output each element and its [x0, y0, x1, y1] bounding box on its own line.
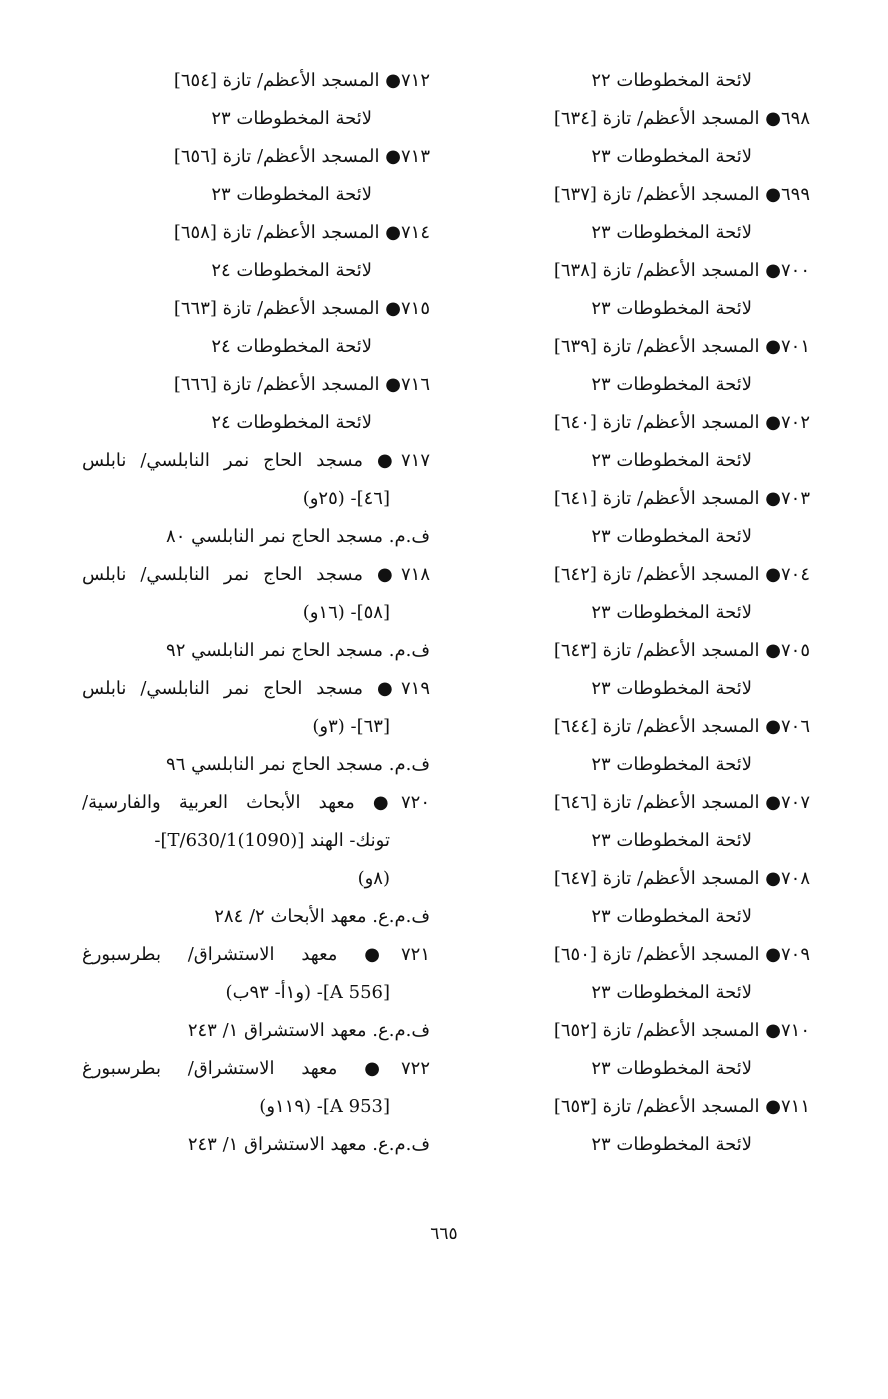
entry-line: لائحة المخطوطات ٢٣ — [211, 108, 372, 129]
entry-line: (٨و) — [357, 868, 390, 889]
entry-line: لائحة المخطوطات ٢٣ — [591, 754, 752, 775]
catalog-entry — [505, 1088, 810, 1164]
entry-heading: ٦٩٩● المسجد الأعظم/ تازة [٦٣٧] — [553, 184, 810, 205]
entry-heading: ٧٠٦● المسجد الأعظم/ تازة [٦٤٤] — [553, 716, 810, 737]
entry-heading: ٧١٢● المسجد الأعظم/ تازة [٦٥٤] — [173, 70, 430, 91]
entry-line: ف.م.ع. معهد الاستشراق ١/ ٢٤٣ — [187, 1134, 430, 1155]
catalog-entry — [82, 670, 430, 784]
entry-line: لائحة المخطوطات ٢٣ — [591, 678, 752, 699]
entry-heading: لائحة المخطوطات ٢٢ — [591, 70, 752, 91]
catalog-entry — [505, 632, 810, 708]
entry-line: ف.م. مسجد الحاج نمر النابلسي ٩٢ — [166, 640, 430, 661]
entry-heading: ٧١٧● مسجد الحاج نمر النابلسي/ نابلس — [82, 450, 430, 471]
entry-line: لائحة المخطوطات ٢٤ — [211, 336, 372, 357]
entry-heading: ٧٢٠● معهد الأبحاث العربية والفارسية/ — [82, 792, 430, 813]
catalog-entry — [505, 784, 810, 860]
catalog-entry — [505, 708, 810, 784]
entry-line: لائحة المخطوطات ٢٣ — [591, 146, 752, 167]
catalog-entry — [82, 62, 430, 138]
entry-line: [٥٨]- (١٦و) — [302, 602, 390, 623]
page-number: ٦٦٥ — [430, 1224, 458, 1244]
entry-heading: ٧٠١● المسجد الأعظم/ تازة [٦٣٩] — [553, 336, 810, 357]
catalog-entry — [82, 366, 430, 442]
entry-heading: ٧١٣● المسجد الأعظم/ تازة [٦٥٦] — [173, 146, 430, 167]
right-column — [505, 62, 810, 1164]
catalog-entry — [505, 556, 810, 632]
entry-line: [٤٦]- (٢٥و) — [302, 488, 390, 509]
entry-heading: ٧١٩● مسجد الحاج نمر النابلسي/ نابلس — [82, 678, 430, 699]
catalog-entry — [505, 252, 810, 328]
entry-line: لائحة المخطوطات ٢٣ — [591, 906, 752, 927]
entry-line: لائحة المخطوطات ٢٤ — [211, 412, 372, 433]
entry-heading: ٧١٦● المسجد الأعظم/ تازة [٦٦٦] — [173, 374, 430, 395]
entry-line: ف.م.ع. معهد الأبحاث ٢/ ٢٨٤ — [214, 906, 430, 927]
entry-line: لائحة المخطوطات ٢٣ — [591, 982, 752, 1003]
entry-heading: ٧٠٣● المسجد الأعظم/ تازة [٦٤١] — [553, 488, 810, 509]
entry-heading: ٧٠٠● المسجد الأعظم/ تازة [٦٣٨] — [553, 260, 810, 281]
catalog-entry — [505, 480, 810, 556]
entry-heading: ٧٠٧● المسجد الأعظم/ تازة [٦٤٦] — [553, 792, 810, 813]
entry-heading: ٧١٨● مسجد الحاج نمر النابلسي/ نابلس — [82, 564, 430, 585]
catalog-entry — [505, 1012, 810, 1088]
catalog-entry — [82, 556, 430, 670]
catalog-entry — [505, 404, 810, 480]
catalog-entry — [82, 138, 430, 214]
entry-heading: ٧٠٨● المسجد الأعظم/ تازة [٦٤٧] — [553, 868, 810, 889]
entry-line: لائحة المخطوطات ٢٣ — [591, 1058, 752, 1079]
entry-line: لائحة المخطوطات ٢٣ — [591, 450, 752, 471]
catalog-entry — [505, 328, 810, 404]
catalog-entry — [505, 176, 810, 252]
entry-heading: ٦٩٨● المسجد الأعظم/ تازة [٦٣٤] — [553, 108, 810, 129]
entry-heading: ٧٠٥● المسجد الأعظم/ تازة [٦٤٣] — [553, 640, 810, 661]
entry-line: لائحة المخطوطات ٢٣ — [591, 374, 752, 395]
entry-line: [A 556]- (و١أ- ٩٣ب) — [225, 982, 390, 1003]
entry-heading: ٧١٥● المسجد الأعظم/ تازة [٦٦٣] — [173, 298, 430, 319]
entry-line: لائحة المخطوطات ٢٣ — [591, 1134, 752, 1155]
entry-heading: ٧٠٩● المسجد الأعظم/ تازة [٦٥٠] — [553, 944, 810, 965]
catalog-entry — [505, 860, 810, 936]
entry-line: [٦٣]- (٣و) — [312, 716, 390, 737]
entry-line: لائحة المخطوطات ٢٤ — [211, 260, 372, 281]
catalog-entry — [82, 784, 430, 936]
catalog-entry — [82, 214, 430, 290]
catalog-entry — [82, 290, 430, 366]
entry-line: لائحة المخطوطات ٢٣ — [591, 602, 752, 623]
entry-line: لائحة المخطوطات ٢٣ — [591, 830, 752, 851]
entry-line: لائحة المخطوطات ٢٣ — [211, 184, 372, 205]
entry-line: لائحة المخطوطات ٢٣ — [591, 526, 752, 547]
entry-heading: ٧٠٢● المسجد الأعظم/ تازة [٦٤٠] — [553, 412, 810, 433]
catalog-entry — [82, 442, 430, 556]
entry-line: تونك- الهند [T/630/1(1090)]- — [154, 830, 390, 851]
entry-heading: ٧١٠● المسجد الأعظم/ تازة [٦٥٢] — [553, 1020, 810, 1041]
entry-line: لائحة المخطوطات ٢٣ — [591, 298, 752, 319]
catalog-entry — [82, 1050, 430, 1164]
entry-line: [A 953]- (١١٩و) — [259, 1096, 390, 1117]
catalog-entry — [505, 936, 810, 1012]
left-column — [82, 62, 430, 1164]
entry-heading: ٧٠٤● المسجد الأعظم/ تازة [٦٤٢] — [553, 564, 810, 585]
entry-line: ف.م. مسجد الحاج نمر النابلسي ٨٠ — [166, 526, 430, 547]
entry-heading: ٧٢٢● معهد الاستشراق/ بطرسبورغ — [82, 1058, 430, 1079]
entry-heading: ٧٢١● معهد الاستشراق/ بطرسبورغ — [82, 944, 430, 965]
entry-heading: ٧١٤● المسجد الأعظم/ تازة [٦٥٨] — [173, 222, 430, 243]
entry-line: ف.م. مسجد الحاج نمر النابلسي ٩٦ — [166, 754, 430, 775]
entry-heading: ٧١١● المسجد الأعظم/ تازة [٦٥٣] — [553, 1096, 810, 1117]
catalog-entry — [505, 62, 810, 100]
catalog-entry — [82, 936, 430, 1050]
entry-line: ف.م.ع. معهد الاستشراق ١/ ٢٤٣ — [187, 1020, 430, 1041]
entry-line: لائحة المخطوطات ٢٣ — [591, 222, 752, 243]
catalog-entry — [505, 100, 810, 176]
